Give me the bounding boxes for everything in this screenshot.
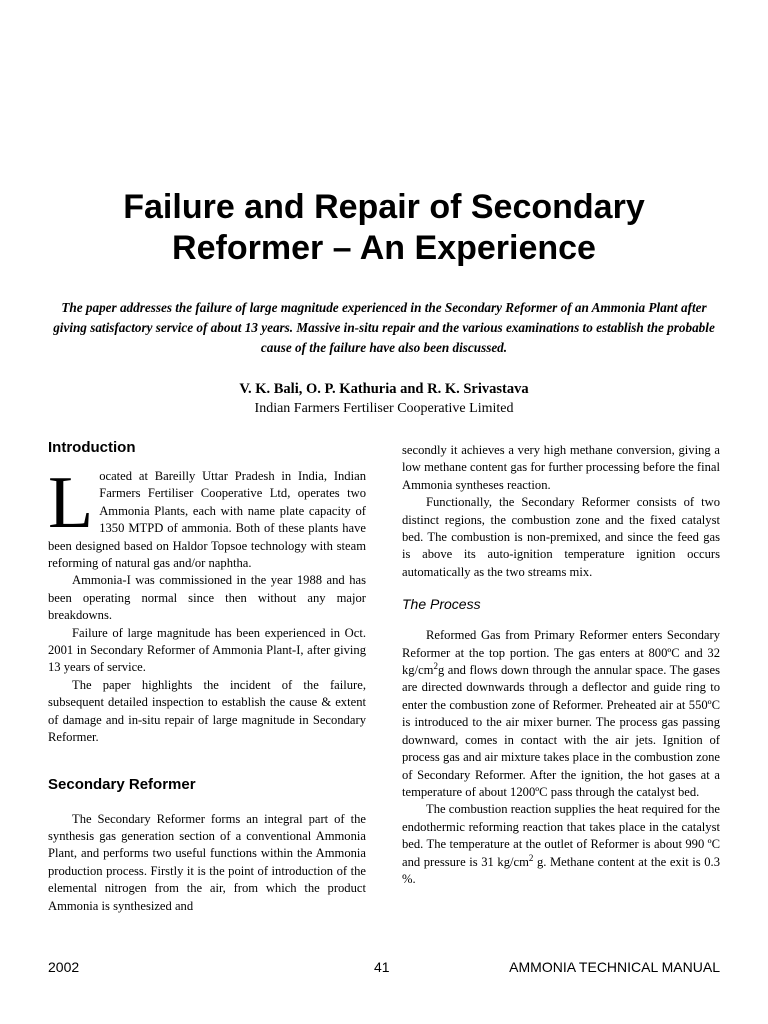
process-paragraph-2-b: g. Methane content at the exit is 0.3 %. xyxy=(402,854,720,886)
abstract: The paper addresses the failure of large magnitude experienced in the Secondary Reformer of an Ammonia Plant after giving satisfactory service of about 13 years. Massive in-situ repair and the various examinations to establish the probable cause of the failure have also been discussed. xyxy=(53,300,715,355)
title-line-2: Reformer – An Experience xyxy=(172,229,596,267)
right-column xyxy=(402,442,720,888)
process-paragraph-2-a: The combustion reaction supplies the heat required for the endothermic reforming reaction that takes place in the catalyst bed. The temperature at the outlet of Reformer is about 990 ºC and pressure is 31 kg/cm xyxy=(402,802,720,869)
drop-cap: L xyxy=(48,462,94,544)
introduction-paragraph-3: Failure of large magnitude has been experienced in Oct. 2001 in Secondary Reformer of Ammonia Plant-I, after giving 13 years of service. xyxy=(48,625,366,675)
footer-page-number: 41 xyxy=(374,959,390,975)
superscript-2: 2 xyxy=(528,852,534,863)
superscript-2: 2 xyxy=(433,660,438,671)
affiliation: Indian Farmers Fertiliser Cooperative Limited xyxy=(254,401,514,416)
process-paragraph-1 xyxy=(402,627,720,801)
authors: V. K. Bali, O. P. Kathuria and R. K. Srivastava xyxy=(239,381,529,397)
introduction-paragraph-1-text: ocated at Bareilly Uttar Pradesh in India, Indian Farmers Fertiliser Cooperative Ltd, operates two Ammonia Plants, each with name plate capacity of 1350 MTPD of ammonia. Both of these plants have been designed based on Haldor Topsoe technology with steam reforming of natural gas and/or naphtha. xyxy=(48,469,366,571)
introduction-paragraph-1 xyxy=(48,462,366,572)
secondary-reformer-paragraph-2: Functionally, the Secondary Reformer consists of two distinct regions, the combustion zone and the fixed catalyst bed. The combustion is non-premixed, and since the feed gas is above its auto-ignition temperature ignition occurs automatically as the two streams mix. xyxy=(402,495,720,579)
secondary-reformer-paragraph-1: The Secondary Reformer forms an integral part of the synthesis gas generation section of a conventional Ammonia Plant, and performs two useful functions within the Ammonia production process. Firstly it is the point of introduction of the elemental nitrogen from the air, from which the product Ammonia is synthesized and xyxy=(48,811,366,913)
process-paragraph-1-a: Reformed Gas from Primary Reformer enters Secondary Reformer at the top portion. The gas enters at 800ºC and 32 kg/cm xyxy=(402,628,720,678)
process-paragraph-1-b: g and flows down through the annular space. The gases are directed downwards through a deflector and guide ring to enter the combustion zone of Reformer. Preheated air at 550ºC is introduced to the air mixer burner. The process gas passing downward, comes in contact with the air jets. Ignition of process gas and air mixture takes place in the combustion zone of Secondary Reformer. After the ignition, the hot gases at a temperature of about 1200ºC pass through the catalyst bed. xyxy=(402,663,720,799)
footer-year: 2002 xyxy=(48,959,80,975)
title-line-1: Failure and Repair of Secondary xyxy=(123,188,645,226)
secondary-reformer-paragraph-1-continued: secondly it achieves a very high methane conversion, giving a low methane content gas for further processing before the final Ammonia syntheses reaction. xyxy=(402,443,720,492)
introduction-paragraph-4: The paper highlights the incident of the failure, subsequent detailed inspection to establish the cause & extent of damage and in-situ repair of large magnitude in Secondary Reformer. xyxy=(48,677,366,745)
left-column xyxy=(48,438,366,915)
process-heading: The Process xyxy=(402,596,481,613)
secondary-reformer-heading: Secondary Reformer xyxy=(48,775,196,793)
paper-title xyxy=(0,187,768,269)
introduction-paragraph-2: Ammonia-I was commissioned in the year 1988 and has been operating normal since then without any major breakdowns. xyxy=(48,573,366,623)
introduction-heading: Introduction xyxy=(48,439,136,456)
footer-journal-name: AMMONIA TECHNICAL MANUAL xyxy=(509,959,720,975)
process-paragraph-2 xyxy=(402,801,720,888)
